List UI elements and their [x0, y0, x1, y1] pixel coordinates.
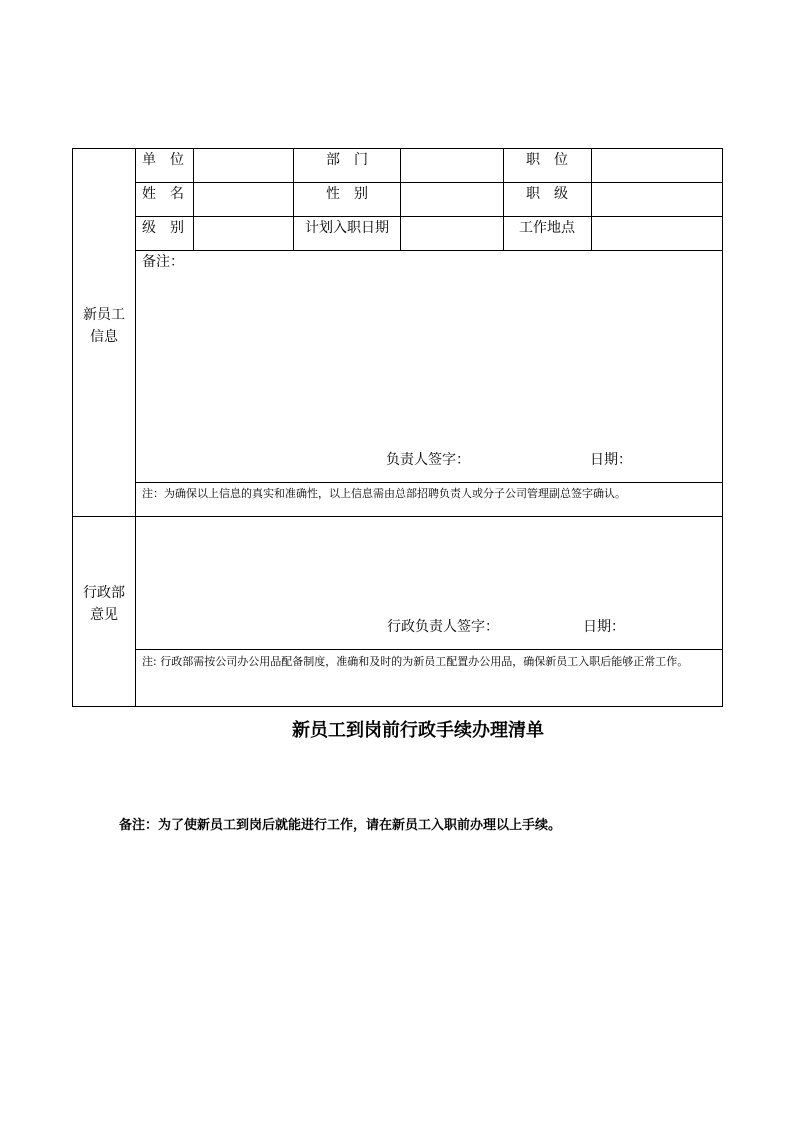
rank-value-cell[interactable] [592, 183, 722, 216]
table-border-bottom [72, 706, 723, 707]
date-label: 日期： [590, 452, 632, 468]
section-label-new-employee-info: 新员工 信息 [83, 307, 125, 345]
position-label: 职 位 [526, 152, 568, 168]
gender-label: 性 别 [326, 186, 368, 202]
note-info: 注：为确保以上信息的真实和准确性，以上信息需由总部招聘负责人或分子公司管理副总签字确认。 [142, 487, 626, 500]
note-admin: 注: 行政部需按公司办公用品配备制度，准确和及时的为新员工配置办公用品，确保新员工入职后能够正常工作。 [142, 655, 689, 668]
level-label: 级 别 [142, 220, 184, 236]
admin-date-label: 日期： [583, 619, 625, 635]
section-label-admin-opinion: 行政部 意见 [83, 585, 125, 623]
remarks-label: 备注： [142, 254, 184, 270]
admin-signature-label: 行政负责人签字： [387, 619, 499, 635]
table-border-right [722, 148, 723, 707]
unit-label: 单 位 [142, 152, 184, 168]
row-divider [135, 649, 723, 650]
planned-entry-date-value-cell[interactable] [401, 217, 503, 250]
responsible-signature-label: 负责人签字： [386, 452, 470, 468]
footer-remark: 备注：为了使新员工到岗后就能进行工作，请在新员工入职前办理以上手续。 [119, 818, 562, 833]
department-label: 部 门 [326, 152, 368, 168]
work-location-value-cell[interactable] [592, 217, 722, 250]
remarks-area[interactable] [136, 272, 722, 447]
name-label: 姓 名 [142, 186, 184, 202]
document-title: 新员工到岗前行政手续办理清单 [292, 720, 544, 741]
work-location-label: 工作地点 [519, 220, 575, 236]
level-value-cell[interactable] [194, 217, 293, 250]
column-divider [293, 148, 294, 250]
admin-opinion-area[interactable] [136, 517, 722, 615]
row-divider [135, 250, 723, 251]
unit-value-cell[interactable] [194, 149, 293, 182]
rank-label: 职 级 [526, 186, 568, 202]
department-value-cell[interactable] [401, 149, 503, 182]
gender-value-cell[interactable] [401, 183, 503, 216]
column-divider [503, 148, 504, 250]
planned-entry-date-label: 计划入职日期 [305, 220, 389, 236]
name-value-cell[interactable] [194, 183, 293, 216]
position-value-cell[interactable] [592, 149, 722, 182]
